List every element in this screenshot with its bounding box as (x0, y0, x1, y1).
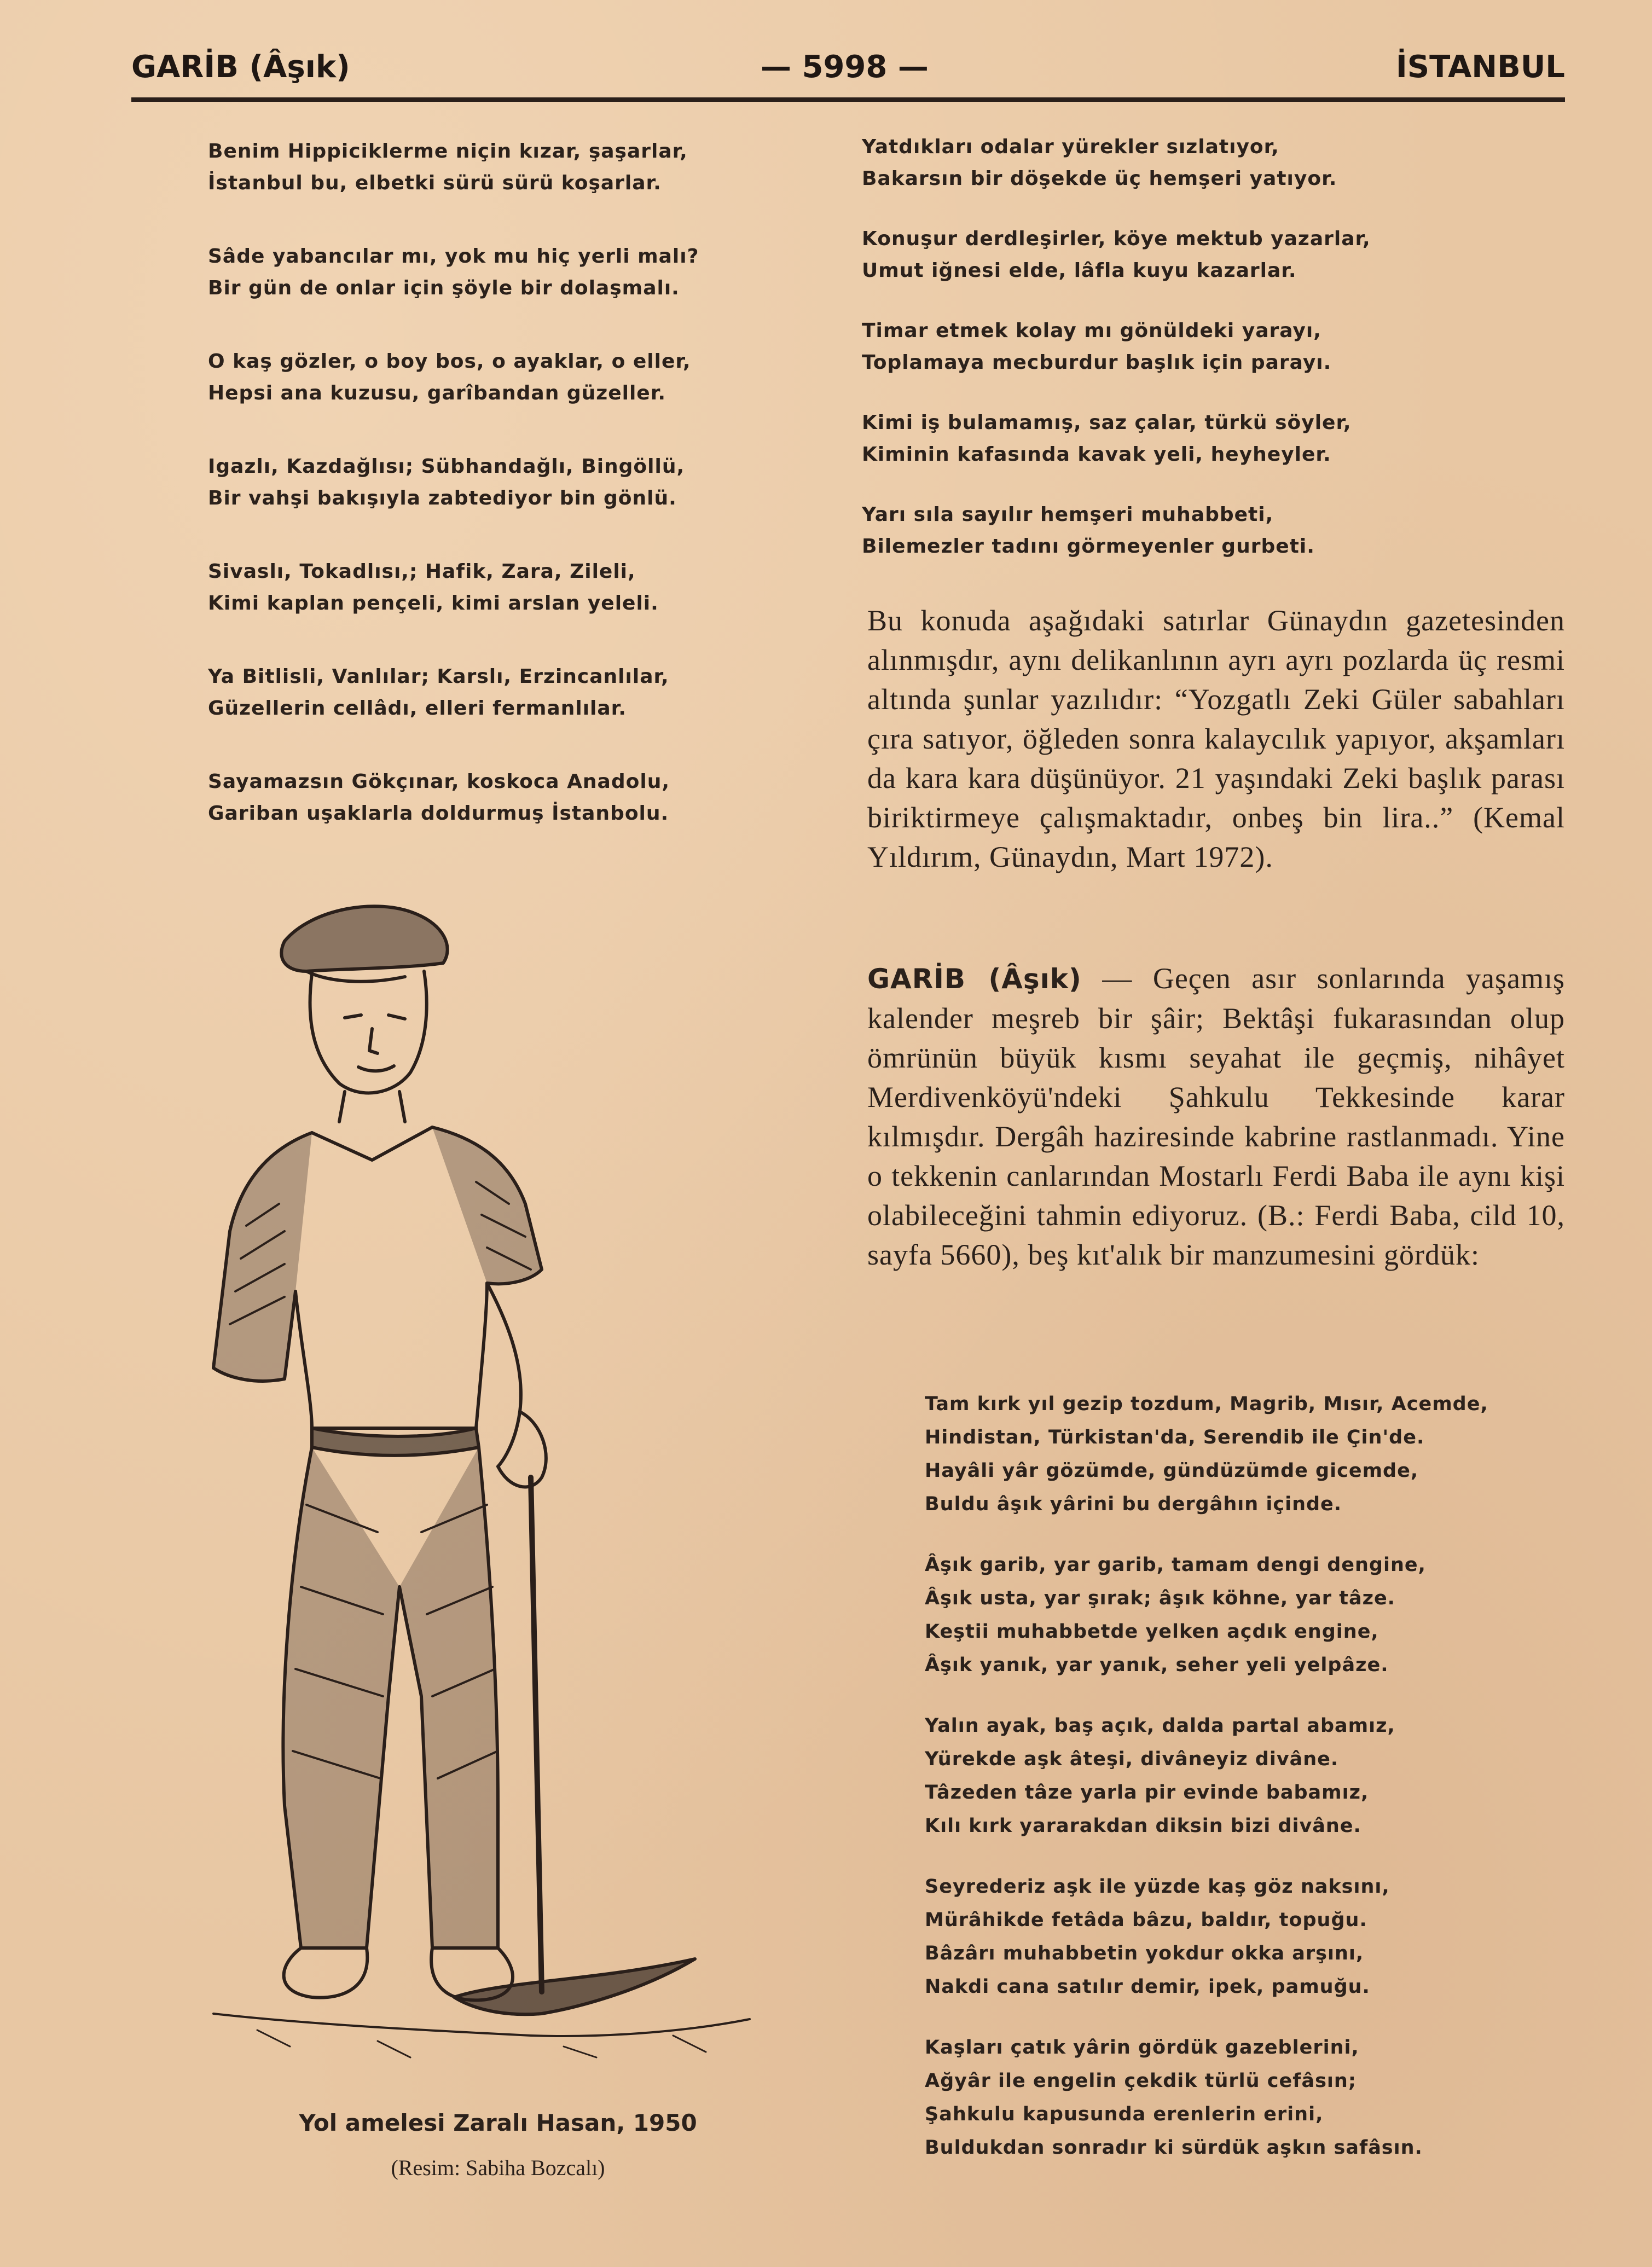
figure-caption-title: Yol amelesi Zaralı Hasan, 1950 (299, 2109, 697, 2136)
verse-line: Yarı sıla sayılır hemşeri muhabbeti, (862, 503, 1274, 526)
garib-stanza (925, 2031, 1570, 2165)
garib-stanza (925, 1870, 1570, 2004)
verse-line: Kiminin kafasında kavak yeli, heyheyler. (862, 443, 1331, 466)
verse-line: Sayamazsın Gökçınar, koskoca Anadolu, (208, 770, 670, 793)
left-stanza (208, 556, 772, 619)
verse-line: Seyrederiz aşk ile yüzde kaş göz naksını, (925, 1876, 1390, 1898)
left-stanza (208, 766, 772, 830)
garib-stanza (925, 1388, 1570, 1521)
garib-stanza (925, 1709, 1570, 1843)
verse-line: Tâzeden tâze yarla pir evinde babamız, (925, 1782, 1369, 1804)
left-stanza (208, 241, 772, 304)
verse-line: Timar etmek kolay mı gönüldeki yarayı, (862, 320, 1321, 342)
verse-line: Bilemezler tadını görmeyenler gurbeti. (862, 535, 1315, 558)
figure-caption-credit: (Resim: Sabiha Bozcalı) (391, 2155, 605, 2180)
right-stanza (862, 315, 1573, 379)
verse-line: Buldukdan sonradır ki sürdük aşkın safâsın. (925, 2137, 1423, 2159)
verse-line: Bir gün de onlar için şöyle bir dolaşmalı. (208, 277, 680, 299)
verse-line: Hindistan, Türkistan'da, Serendib ile Çin'de. (925, 1427, 1425, 1448)
verse-line: Kılı kırk yararakdan diksin bizi divâne. (925, 1815, 1361, 1837)
left-stanza (208, 346, 772, 409)
page-number: — 5998 — (761, 49, 929, 85)
worker-illustration (148, 876, 843, 2068)
right-stanza (862, 499, 1573, 563)
verse-line: Toplamaya mecburdur başlık için parayı. (862, 351, 1332, 374)
verse-line: Hayâli yâr gözümde, gündüzümde gicemde, (925, 1460, 1419, 1482)
verse-line: Kaşları çatık yârin gördük gazeblerini, (925, 2037, 1359, 2059)
right-stanza (862, 407, 1573, 471)
verse-line: Gariban uşaklarla doldurmuş İstanbolu. (208, 802, 669, 825)
verse-line: Ağyâr ile engelin çekdik türlü cefâsın; (925, 2070, 1357, 2092)
verse-line: Ya Bitlisli, Vanlılar; Karslı, Erzincanlılar, (208, 665, 669, 688)
verse-line: Mürâhikde fetâda bâzu, baldır, topuğu. (925, 1909, 1367, 1931)
left-stanza (208, 136, 772, 199)
garib-poem (925, 1388, 1570, 2192)
verse-line: Konuşur derdleşirler, köye mektub yazarlar, (862, 228, 1371, 250)
right-poem (862, 131, 1573, 591)
entry-headword: GARİB (Âşık) (867, 963, 1082, 995)
verse-line: Sivaslı, Tokadlısı,; Hafik, Zara, Zileli, (208, 560, 636, 583)
verse-line: Güzellerin cellâdı, elleri fermanlılar. (208, 697, 627, 720)
entry-garib (867, 959, 1565, 1274)
paragraph-gunaydin: Bu konuda aşağıdaki satırlar Günaydın gazetesinden alınmışdır, aynı delikanlının ayrı ayrı pozlarda üç resmi altında şunlar yazılıdır: “Yozgatlı Zeki Güler sabahları çıra satıyor, öğleden sonra kalaycılık yapıyor, akşamları da kara kara düşünüyor. 21 yaşındaki Zeki başlık parası biriktirmeye çalışmaktadır, onbeş bin lira..” (Kemal Yıldırım, Günaydın, Mart 1972). (867, 604, 1565, 873)
verse-line: Kimi kaplan pençeli, kimi arslan yeleli. (208, 592, 659, 614)
page-header (131, 45, 1565, 94)
verse-line: Âşık yanık, yar yanık, seher yeli yelpâze. (925, 1654, 1389, 1676)
verse-line: O kaş gözler, o boy bos, o ayaklar, o eller, (208, 350, 691, 373)
verse-line: Bakarsın bir döşekde üç hemşeri yatıyor. (862, 167, 1337, 190)
header-rule (131, 97, 1565, 102)
verse-line: Yatdıkları odalar yürekler sızlatıyor, (862, 136, 1279, 158)
header-right: İSTANBUL (1395, 49, 1565, 85)
verse-line: Kimi iş bulamamış, saz çalar, türkü söyler, (862, 411, 1352, 434)
right-stanza (862, 131, 1573, 195)
verse-line: Keştii muhabbetde yelken açdık engine, (925, 1621, 1379, 1643)
left-stanza (208, 451, 772, 514)
verse-line: İstanbul bu, elbetki sürü sürü koşarlar. (208, 172, 662, 194)
verse-line: Hepsi ana kuzusu, garîbandan güzeller. (208, 382, 666, 404)
left-poem (208, 136, 772, 871)
verse-line: Tam kırk yıl gezip tozdum, Magrib, Mısır, Acemde, (925, 1393, 1488, 1415)
verse-line: Nakdi cana satılır demir, ipek, pamuğu. (925, 1976, 1370, 1998)
entry-text: — Geçen asır sonlarında yaşamış kalender meşreb bir şâir; Bektâşi fukarasından olup ömrünün büyük kısmı seyahat ile geçmiş, nihâyet Merdivenköyü'ndeki Şahkulu Tekkesinde karar kılmışdır. Dergâh haziresinde kabrine rastlanmadı. Yine o tekkenin canlarından Mostarlı Ferdi Baba ile aynı kişi olabileceğini tahmin ediyoruz. (B.: Ferdi Baba, cild 10, sayfa 5660), beş kıt'alık bir manzumesini gördük: (867, 962, 1565, 1271)
verse-line: Âşık garib, yar garib, tamam dengi dengine, (925, 1554, 1426, 1576)
verse-line: Yalın ayak, baş açık, dalda partal abamız, (925, 1715, 1395, 1737)
verse-line: Yürekde aşk âteşi, divâneyiz divâne. (925, 1748, 1339, 1770)
header-left: GARİB (Âşık) (131, 49, 350, 85)
verse-line: Buldu âşık yârini bu dergâhın içinde. (925, 1493, 1342, 1515)
verse-line: Bir vahşi bakışıyla zabtediyor bin gönlü. (208, 487, 677, 509)
verse-line: Igazlı, Kazdağlısı; Sübhandağlı, Bingöllü, (208, 455, 685, 478)
right-stanza (862, 223, 1573, 287)
verse-line: Benim Hippiciklerme niçin kızar, şaşarlar, (208, 140, 688, 163)
verse-line: Şahkulu kapusunda erenlerin erini, (925, 2103, 1324, 2125)
verse-line: Âşık usta, yar şırak; âşık köhne, yar tâze. (925, 1587, 1395, 1609)
garib-stanza (925, 1549, 1570, 1682)
verse-line: Bâzârı muhabbetin yokdur okka arşını, (925, 1943, 1364, 1964)
verse-line: Sâde yabancılar mı, yok mu hiç yerli malı? (208, 245, 699, 268)
verse-line: Umut iğnesi elde, lâfla kuyu kazarlar. (862, 259, 1297, 282)
left-stanza (208, 661, 772, 724)
